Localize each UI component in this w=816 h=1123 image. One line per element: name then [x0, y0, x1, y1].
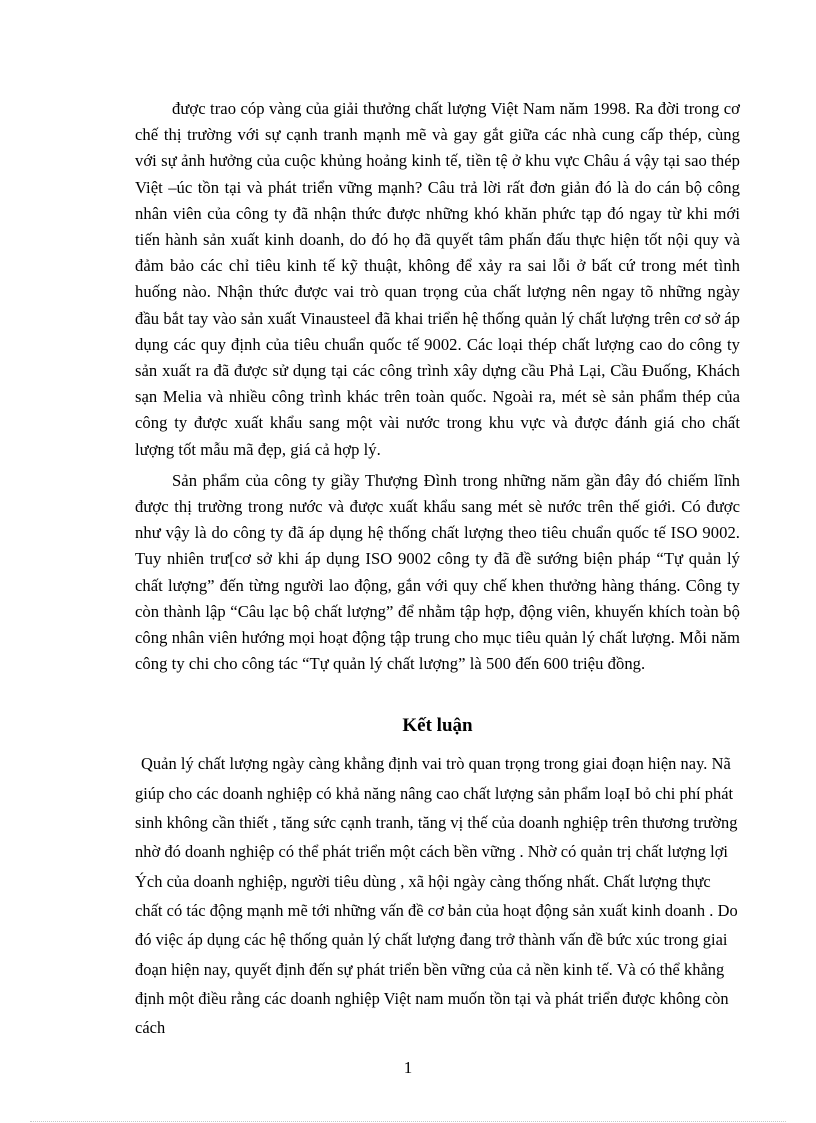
body-paragraph-2: Sản phẩm của công ty giầy Thượng Đình trong những năm gần đây đó chiếm lĩnh được thị trường trong nước và được xuất khẩu sang mét sè nước trên thế giới. Có được như vậy là do công ty đã áp dụng hệ thống chất lượng theo tiêu chuẩn quốc tế ISO 9002. Tuy nhiên trư[cơ sở khi áp dụng ISO 9002 công ty đã đề sướng biện pháp “Tự quản lý chất lượng” đến từng người lao động, gắn với quy chế khen thưởng hàng tháng. Công ty còn thành lập “Câu lạc bộ chất lượng” để nhằm tập hợp, động viên, khuyến khích toàn bộ công nhân viên hướng mọi hoạt động tập trung cho mục tiêu quản lý chất lượng. Mỗi năm công ty chi cho công tác “Tự quản lý chất lượng” là 500 đến 600 triệu đồng. — [135, 470, 740, 674]
footer-divider — [30, 1121, 786, 1122]
page-number: 1 — [403, 1058, 413, 1077]
page-body — [135, 96, 740, 1042]
conclusion-paragraph: Quản lý chất lượng ngày càng khẳng định vai trò quan trọng trong giai đoạn hiện nay. Nã giúp cho các doanh nghiệp có khả năng nâng cao chất lượng sản phẩm loạI bỏ chi phí phát sinh không cần thiết , tăng sức cạnh tranh, tăng vị thế của doanh nghiệp trên thương trường nhờ đó doanh nghiệp có thể phát triển một cách bền vững . Nhờ có quản trị chất lượng lợi Ých của doanh nghiệp, người tiêu dùng , xã hội ngày càng thống nhất. Chất lượng thực chất có tác động mạnh mẽ tới những vấn đề cơ bản của hoạt động sản xuất kinh doanh . Do đó việc áp dụng các hệ thống quản lý chất lượng đang trở thành vấn đề bức xúc trong giai đoạn hiện nay, quyết định đến sự phát triển bền vững của cả nền kinh tế. Và có thể khẳng định một điều rằng các doanh nghiệp Việt nam muốn tồn tại và phát triển được không còn cách — [135, 754, 738, 1038]
body-paragraph-1: được trao cóp vàng của giải thưởng chất lượng Việt Nam năm 1998. Ra đời trong cơ chế thị trường với sự cạnh tranh mạnh mẽ và gay gắt giữa các nhà cung cấp thép, cùng với sự ảnh hưởng của cuộc khủng hoảng kinh tế, tiền tệ ở khu vực Châu á vậy tại sao thép Việt –úc tồn tại và phát triển vững mạnh? Câu trả lời rất đơn giản đó là do cán bộ công nhân viên của công ty đã nhận thức được những khó khăn phức tạp đó ngay từ khi mới tiến hành sản xuất kinh doanh, do đó họ đã quyết tâm phấn đấu thực hiện tốt nội quy và đảm bảo các chỉ tiêu kinh tế kỹ thuật, không để xảy ra sai lỗi ở bất cứ trong mét tình huống nào. Nhận thức được vai trò quan trọng của chất lượng nên ngay tõ những ngày đầu bắt tay vào sản xuất Vinausteel đã khai triển hệ thống quản lý chất lượng trên cơ sở áp dụng các quy định của tiêu chuẩn quốc tế 9002. Các loại thép chất lượng cao do công ty sản xuất ra đã được sử dụng tại các công trình xây dựng cầu Phả Lại, Cầu Đuống, Khách sạn Melia và nhiều công trình khác trên toàn quốc. Ngoài ra, mét sè sản phẩm thép của công ty được xuất khẩu sang một vài nước trong khu vực và được đánh giá cho chất lượng tốt mẫu mã đẹp, giá cả hợp lý. — [135, 99, 740, 459]
section-heading: Kết luận — [402, 715, 473, 737]
